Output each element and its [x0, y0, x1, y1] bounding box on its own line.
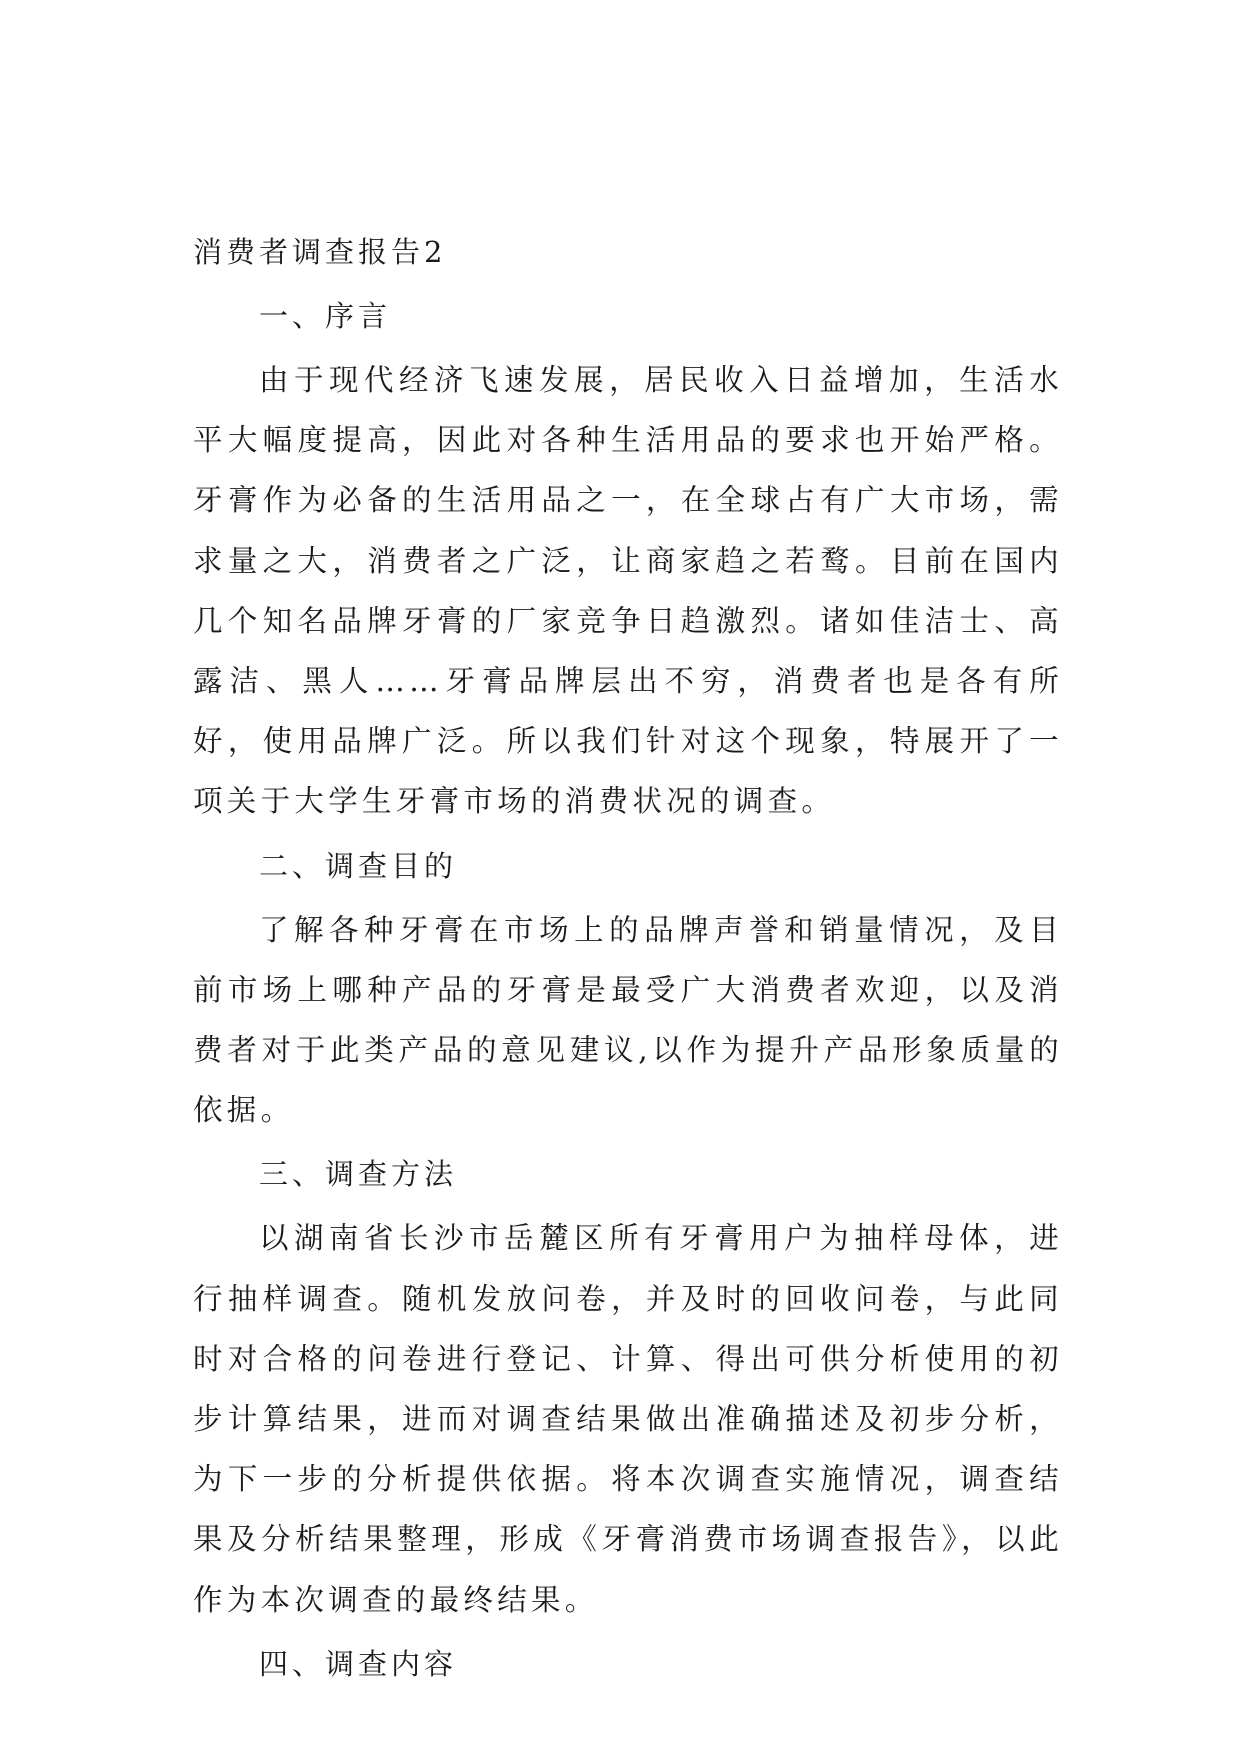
section-heading-preface: 一、序言: [259, 299, 392, 333]
section-heading-method: 三、调查方法: [259, 1157, 458, 1192]
document-title: 消费者调查报告2: [193, 235, 447, 269]
paragraph-method: 以湖南省长沙市岳麓区所有牙膏用户为抽样母体，进行抽样调查。随机发放问卷，并及时的回收问卷，与此同时对合格的问卷进行登记、计算、得出可供分析使用的初步计算结果，进而对调查结果做出准确描述及初步分析，为下一步的分析提供依据。将本次调查实施情况，调查结果及分析结果整理，形成《牙膏消费市场调查报告》，以此作为本次调查的最终结果。: [193, 1221, 1063, 1617]
document-page: [193, 222, 1063, 1694]
paragraph-preface: 由于现代经济飞速发展，居民收入日益增加，生活水平大幅度提高，因此对各种生活用品的要求也开始严格。牙膏作为必备的生活用品之一，在全球占有广大市场，需求量之大，消费者之广泛，让商家趋之若鹜。目前在国内几个知名品牌牙膏的厂家竞争日趋激烈。诸如佳洁士、高露洁、黑人……牙膏品牌层出不穷，消费者也是各有所好，使用品牌广泛。所以我们针对这个现象，特展开了一项关于大学生牙膏市场的消费状况的调查。: [193, 363, 1063, 819]
section-heading-purpose: 二、调查目的: [259, 848, 458, 883]
paragraph-purpose: 了解各种牙膏在市场上的品牌声誉和销量情况，及目前市场上哪种产品的牙膏是最受广大消费者欢迎，以及消费者对于此类产品的意见建议,以作为提升产品形象质量的依据。: [193, 912, 1063, 1128]
section-heading-content: 四、调查内容: [259, 1646, 458, 1681]
